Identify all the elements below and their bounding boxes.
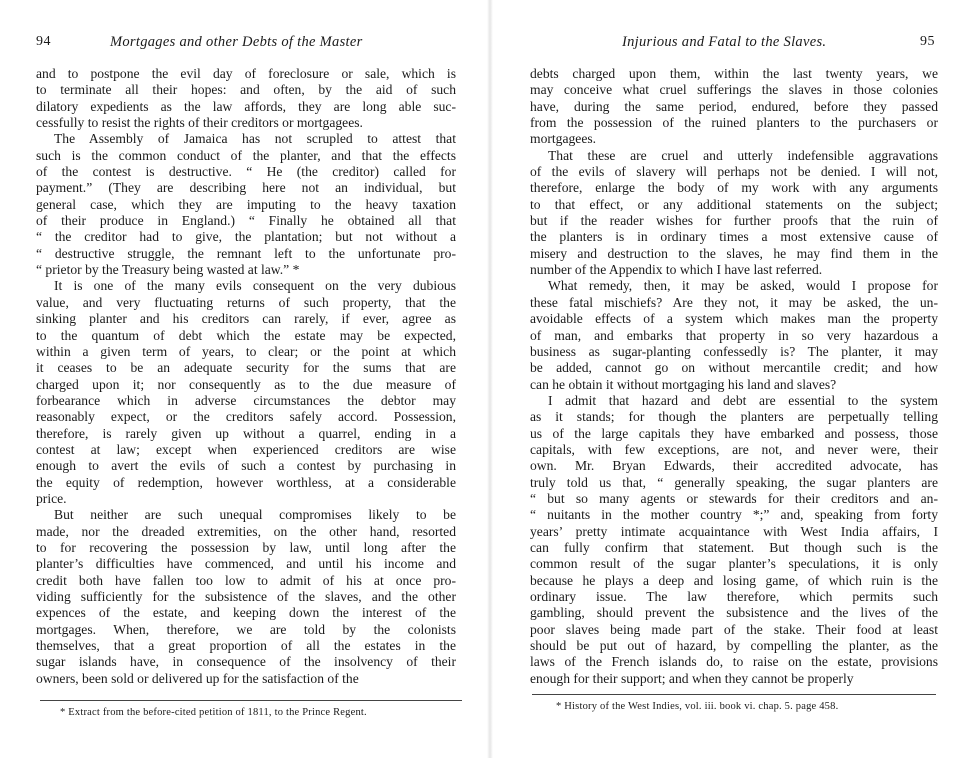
text-line: us of the large capitals they have embarked and possess, those bbox=[530, 425, 938, 441]
text-line: expences of the estate, and keeping down the interest of the bbox=[36, 605, 456, 621]
text-line: to for recovering the possession by law, until long after the bbox=[36, 539, 456, 555]
text-line: from the possession of the ruined planters to the purchasers or bbox=[530, 115, 938, 131]
text-line: sugar islands have, in consequence of the insolvency of their bbox=[36, 654, 456, 670]
text-line: have, during the same period, endured, before they passed bbox=[530, 98, 938, 114]
left-footnote: * Extract from the before-cited petition of 1811, to the Prince Regent. bbox=[60, 707, 367, 718]
text-line: dilatory expedients as the law affords, they are long able suc- bbox=[36, 98, 456, 114]
text-line: may conceive what cruel sufferings the slaves in those colonies bbox=[530, 82, 938, 98]
text-line: truly told us that, “ generally speaking, the sugar planters are bbox=[530, 474, 938, 490]
text-line: gambling, should prevent the subsistence and the lives of the bbox=[530, 605, 938, 621]
text-line: capitals, with few exceptions, are not, and never were, their bbox=[530, 441, 938, 457]
text-line: charged upon it; nor consequently as to the due measure of bbox=[36, 376, 456, 392]
text-line: “ the creditor had to give, the plantation; but not without a bbox=[36, 229, 456, 245]
text-line: payment.” (They are describing here not an individual, but bbox=[36, 180, 456, 196]
text-line: to the quantum of debt which the estate may be expected, bbox=[36, 327, 456, 343]
right-page bbox=[490, 0, 980, 758]
text-line: such is the common conduct of the planter, and that the effects bbox=[36, 147, 456, 163]
text-line: sinking planter and his creditors can rarely, if ever, agree as bbox=[36, 311, 456, 327]
text-line: common result of the sugar planter’s speculations, it is only bbox=[530, 556, 938, 572]
text-line: “ prietor by the Treasury being wasted at law.” * bbox=[36, 262, 300, 278]
text-line: I admit that hazard and debt are essential to the system bbox=[548, 392, 938, 408]
text-line: therefore, is rarely given up without a quarrel, ending in a bbox=[36, 425, 456, 441]
text-line: avoidable effects of a system which makes man the property bbox=[530, 311, 938, 327]
right-page-body bbox=[530, 66, 938, 687]
text-line: own. Mr. Bryan Edwards, their accredited advocate, has bbox=[530, 458, 938, 474]
text-line: The Assembly of Jamaica has not scrupled to attest that bbox=[54, 131, 456, 147]
left-page-number: 94 bbox=[36, 34, 51, 49]
text-line: credit both have fallen too low to admit of his at once pro- bbox=[36, 572, 456, 588]
text-line: value, and very fluctuating returns of such property, that the bbox=[36, 294, 456, 310]
text-line: “ but so many agents or stewards for their creditors and an- bbox=[530, 490, 938, 506]
left-running-title: Mortgages and other Debts of the Master bbox=[110, 34, 363, 50]
text-line: be added, cannot go on without mercantile credit; and how bbox=[530, 360, 938, 376]
text-line: planter’s difficulties have commenced, and until his income and bbox=[36, 556, 456, 572]
text-line: should be put out of hazard, by compelling the planter, as the bbox=[530, 638, 938, 654]
text-line: therefore, enlarge the body of my work with any arguments bbox=[530, 180, 938, 196]
text-line: themselves, that a great proportion of all the estates in the bbox=[36, 638, 456, 654]
text-line: That these are cruel and utterly indefensible aggravations bbox=[548, 147, 938, 163]
text-line: to that effect, or any additional statements on the subject; bbox=[530, 196, 938, 212]
left-footnote-rule bbox=[40, 700, 462, 701]
text-line: owners, been sold or delivered up for the satisfaction of the bbox=[36, 670, 359, 686]
text-line: but if the reader wishes for further proofs that the ruin of bbox=[530, 213, 938, 229]
text-line: But neither are such unequal compromises likely to be bbox=[54, 507, 456, 523]
text-line: cessfully to resist the rights of their creditors or mortgagees. bbox=[36, 115, 363, 131]
text-line: enough to avert the evils of such a contest by purchasing in bbox=[36, 458, 456, 474]
text-line: contest at law; except when experienced creditors are wise bbox=[36, 441, 456, 457]
text-line: it ceases to be an adequate security for the sums that are bbox=[36, 360, 456, 376]
text-line: made, nor the dreaded extremities, on the other hand, resorted bbox=[36, 523, 456, 539]
text-line: “ nuitants in the mother country *;” and, speaking from forty bbox=[530, 507, 938, 523]
text-line: of man, and embarks that property in so very hazardous a bbox=[530, 327, 938, 343]
text-line: misery and destruction to the slaves, he may find them in the bbox=[530, 245, 938, 261]
text-line: the equity of redemption, however worthless, at a considerable bbox=[36, 474, 456, 490]
text-line: these fatal mischiefs? Are they not, it may be asked, the un- bbox=[530, 294, 938, 310]
text-line: number of the Appendix to which I have last referred. bbox=[530, 262, 823, 278]
text-line: can he obtain it without mortgaging his land and slaves? bbox=[530, 376, 837, 392]
text-line: and to postpone the evil day of foreclosure or sale, which is bbox=[36, 66, 456, 81]
text-line: laws of the French islands do, to raise on the estate, provisions bbox=[530, 654, 938, 670]
text-line: years’ pretty intimate acquaintance with West India affairs, I bbox=[530, 523, 938, 539]
text-line: business as sugar-planting confessedly is? The planter, it may bbox=[530, 343, 938, 359]
text-line: within a given term of years, to clear; or the point at which bbox=[36, 343, 456, 359]
text-line: forbearance which in adverse circumstances the debtor may bbox=[36, 392, 456, 408]
text-line: It is one of the many evils consequent on the very dubious bbox=[54, 278, 456, 294]
text-line: “ destructive struggle, the remnant left to the unfortunate pro- bbox=[36, 245, 456, 261]
text-line: general case, which they are imputing to the heavy taxation bbox=[36, 196, 456, 212]
text-line: enough for their support; and when they cannot be properly bbox=[530, 670, 854, 686]
right-footnote-rule bbox=[532, 694, 936, 695]
text-line: can fully confirm that statement. But though such is the bbox=[530, 539, 938, 555]
text-line: as it stands; for though the planters are perpetually telling bbox=[530, 409, 938, 425]
text-line: of their produce in England.) “ Finally he obtained all that bbox=[36, 213, 456, 229]
right-footnote: * History of the West Indies, vol. iii. book vi. chap. 5. page 458. bbox=[556, 701, 839, 712]
text-line: debts charged upon them, within the last twenty years, we bbox=[530, 66, 938, 81]
text-line: price. bbox=[36, 490, 67, 506]
text-line: the planters is in ordinary times a most extensive cause of bbox=[530, 229, 938, 245]
text-line: reasonably expect, or the creditors safely accord. Possession, bbox=[36, 409, 456, 425]
text-line: What remedy, then, it may be asked, would I propose for bbox=[548, 278, 938, 294]
text-line: viding sufficiently for the subsistence of the slaves, and the other bbox=[36, 589, 456, 604]
text-line: because he plays a deep and losing game, of which ruin is the bbox=[530, 572, 938, 588]
text-line: mortgagees. bbox=[530, 131, 597, 147]
text-line: ordinary issue. The law therefore, which permits such bbox=[530, 589, 938, 604]
text-line: to terminate all their hopes: and often, by the aid of such bbox=[36, 82, 456, 98]
text-line: of the evils of slavery will perhaps not be denied. I will not, bbox=[530, 164, 938, 180]
text-line: of the contest is destructive. “ He (the creditor) called for bbox=[36, 164, 456, 180]
text-line: poor slaves being made part of the stake. Their food at least bbox=[530, 621, 938, 637]
right-page-number: 95 bbox=[920, 34, 935, 49]
right-running-title: Injurious and Fatal to the Slaves. bbox=[622, 34, 827, 50]
left-page-body bbox=[36, 66, 456, 687]
text-line: mortgages. When, therefore, we are told by the colonists bbox=[36, 621, 456, 637]
